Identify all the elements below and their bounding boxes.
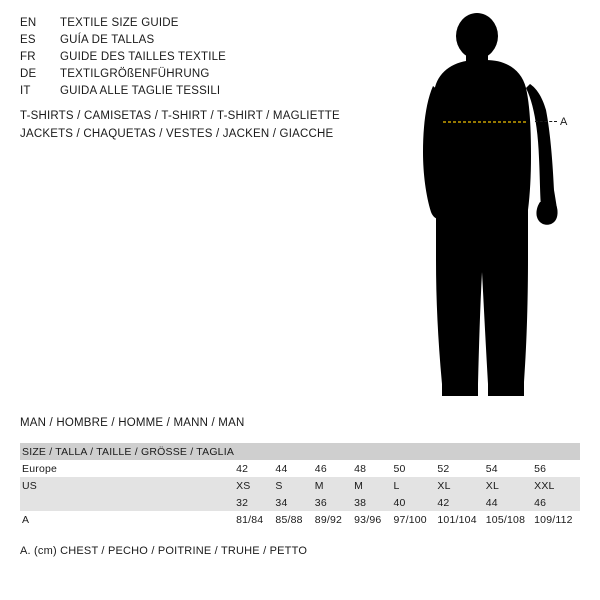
table-cell: 85/88 <box>273 511 312 528</box>
measure-label-a: A <box>560 116 568 128</box>
table-header-spacer <box>234 443 273 460</box>
table-header-spacer <box>392 443 436 460</box>
language-code: FR <box>20 51 36 63</box>
table-cell: 46 <box>532 494 580 511</box>
language-row <box>20 51 380 68</box>
table-cell: 46 <box>313 460 352 477</box>
language-text: GUIDE DES TAILLES TEXTILE <box>60 51 227 63</box>
table-cell: 54 <box>484 460 532 477</box>
language-text: TEXTILE SIZE GUIDE <box>60 17 179 29</box>
table-cell: 38 <box>352 494 391 511</box>
table-cell: 56 <box>532 460 580 477</box>
language-code: IT <box>20 85 31 97</box>
body-figure <box>400 10 590 405</box>
table-cell: 89/92 <box>313 511 352 528</box>
table-cell: 52 <box>435 460 483 477</box>
row-label: Europe <box>20 460 234 477</box>
table-cell: L <box>392 477 436 494</box>
language-row <box>20 68 380 85</box>
language-text: TEXTILGRÖßENFÜHRUNG <box>60 68 210 80</box>
row-label: A <box>20 511 234 528</box>
table-row <box>20 477 580 494</box>
table-cell: M <box>313 477 352 494</box>
table-header-row <box>20 443 580 460</box>
table-cell: XL <box>435 477 483 494</box>
measure-leader-line <box>535 121 557 123</box>
table-cell: XXL <box>532 477 580 494</box>
table-cell: 101/104 <box>435 511 483 528</box>
table-caption: MAN / HOMBRE / HOMME / MANN / MAN <box>20 417 245 429</box>
table-cell: 42 <box>435 494 483 511</box>
table-header-spacer <box>352 443 391 460</box>
language-text: GUÍA DE TALLAS <box>60 34 155 46</box>
language-list <box>20 17 380 102</box>
size-table <box>20 443 580 528</box>
language-row <box>20 85 380 102</box>
table-cell: 44 <box>273 460 312 477</box>
row-label: US <box>20 477 234 494</box>
table-cell: 81/84 <box>234 511 273 528</box>
language-row <box>20 34 380 51</box>
table-cell: 105/108 <box>484 511 532 528</box>
male-silhouette-icon <box>400 10 590 405</box>
table-cell: 34 <box>273 494 312 511</box>
table-cell: 42 <box>234 460 273 477</box>
table-cell: 97/100 <box>392 511 436 528</box>
language-code: DE <box>20 68 37 80</box>
category-line-jackets: JACKETS / CHAQUETAS / VESTES / JACKEN / GIACCHE <box>20 128 334 140</box>
table-cell: 44 <box>484 494 532 511</box>
table-row <box>20 511 580 528</box>
table-cell: 50 <box>392 460 436 477</box>
table-cell: 40 <box>392 494 436 511</box>
table-cell: 48 <box>352 460 391 477</box>
table-header-spacer <box>532 443 580 460</box>
table-cell: XL <box>484 477 532 494</box>
category-list <box>20 110 440 146</box>
language-code: ES <box>20 34 36 46</box>
table-header-spacer <box>435 443 483 460</box>
table-cell: 32 <box>234 494 273 511</box>
table-cell: M <box>352 477 391 494</box>
table-cell: S <box>273 477 312 494</box>
table-cell: 93/96 <box>352 511 391 528</box>
footnote: A. (cm) CHEST / PECHO / POITRINE / TRUHE / PETTO <box>20 545 308 557</box>
language-text: GUIDA ALLE TAGLIE TESSILI <box>60 85 221 97</box>
table-header-spacer <box>273 443 312 460</box>
table-header-spacer <box>484 443 532 460</box>
language-code: EN <box>20 17 37 29</box>
category-line-tshirts: T-SHIRTS / CAMISETAS / T-SHIRT / T-SHIRT / MAGLIETTE <box>20 110 340 122</box>
table-cell: XS <box>234 477 273 494</box>
row-label <box>20 494 234 511</box>
table-cell: 36 <box>313 494 352 511</box>
table-row <box>20 460 580 477</box>
table-header-label: SIZE / TALLA / TAILLE / GRÖSSE / TAGLIA <box>20 443 234 460</box>
language-row <box>20 17 380 34</box>
table-header-spacer <box>313 443 352 460</box>
table-row <box>20 494 580 511</box>
table-cell: 109/112 <box>532 511 580 528</box>
